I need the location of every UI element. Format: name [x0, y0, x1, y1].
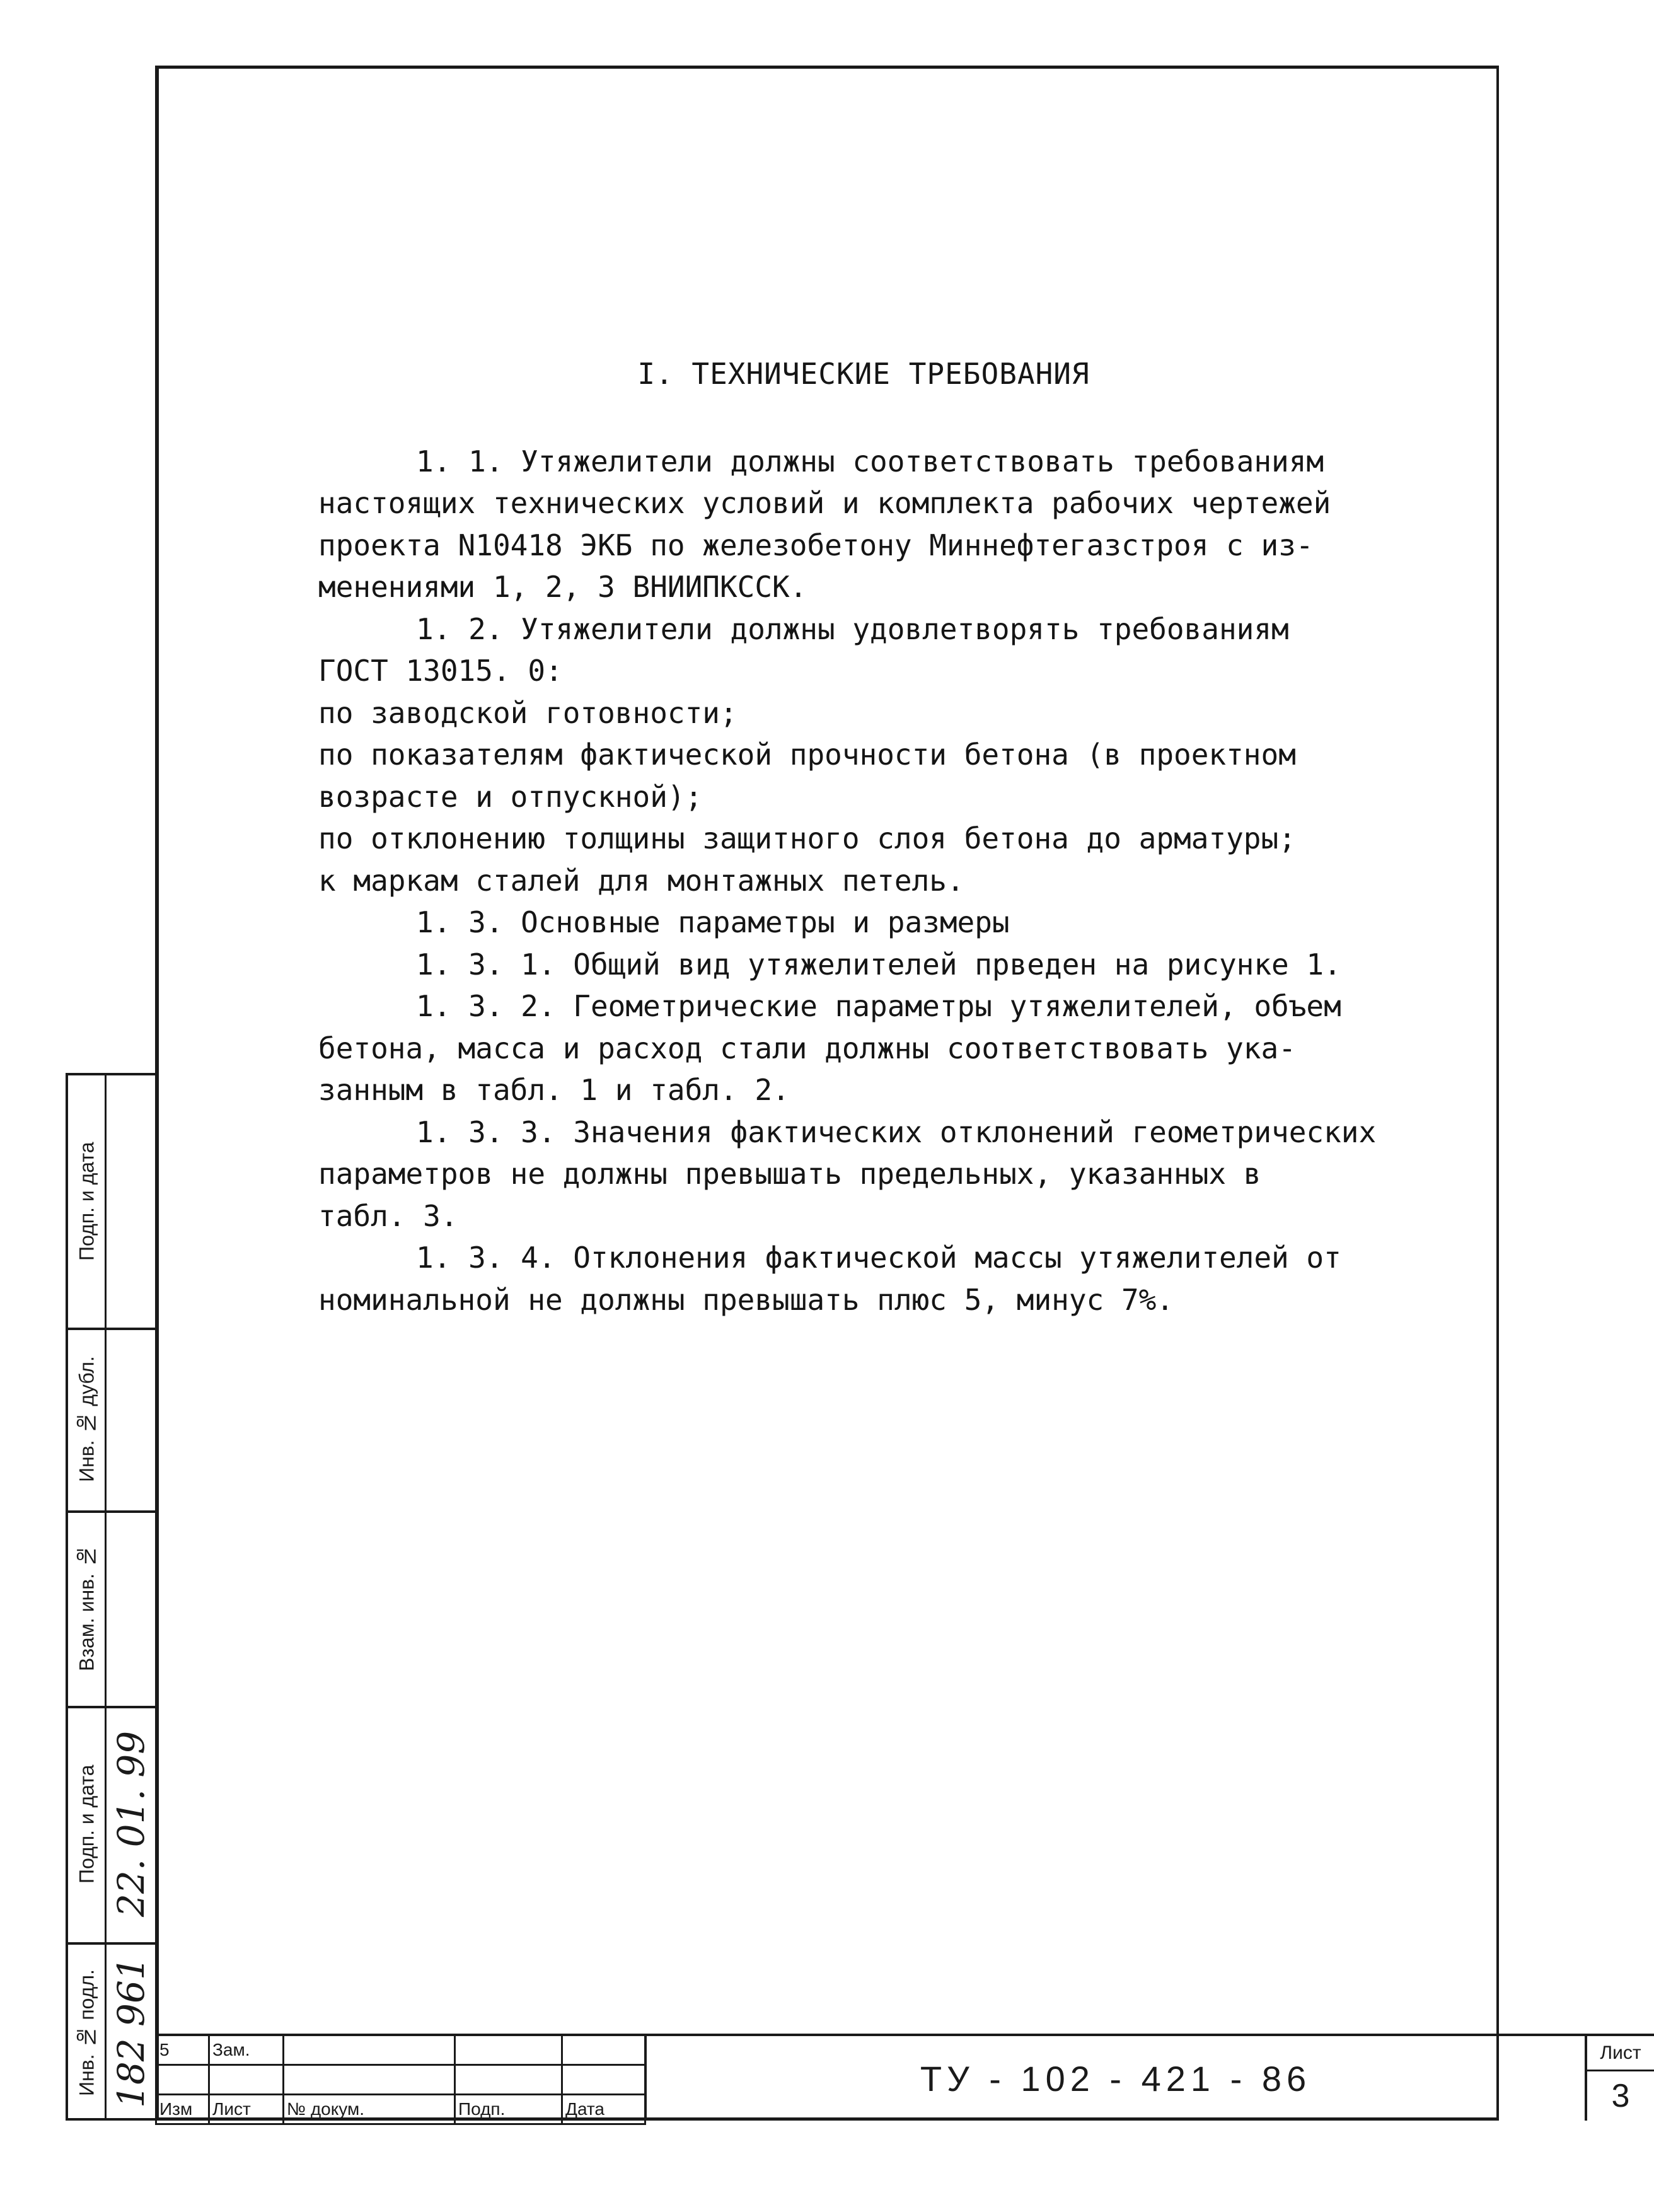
revision-table: [155, 2034, 646, 2125]
handwritten-date: 22. 01. 99: [110, 1730, 153, 1918]
list-item: по заводской готовности;: [318, 695, 737, 730]
blank-cell: [562, 2065, 645, 2095]
document-code: ТУ - 102 - 421 - 86: [644, 2034, 1585, 2121]
header-izm: Изм: [156, 2095, 209, 2124]
rev-podp-cell: [455, 2035, 562, 2065]
list-item: к маркам сталей для монтажных петель.: [318, 863, 964, 898]
text-line: 1. 2. Утяжелители должны удовлетворять требованиям: [416, 611, 1289, 646]
clause-1-3-1: [318, 944, 1390, 986]
blank-cell: [156, 2065, 209, 2095]
clause-1-1: [318, 441, 1390, 608]
blank-cell: [455, 2065, 562, 2095]
header-podp: Подп.: [455, 2095, 562, 2124]
text-line: номинальной не должны превышать плюс 5, минус 7%.: [318, 1282, 1174, 1317]
text-line: 1. 1. Утяжелители должны соответствовать требованиям: [416, 444, 1324, 478]
requirements-list: [318, 692, 1390, 902]
rev-list-cell: Зам.: [209, 2035, 284, 2065]
clause-1-3-3: [318, 1111, 1390, 1237]
rev-doc-cell: [284, 2035, 455, 2065]
document-body: [318, 353, 1390, 1321]
sheet-box: [1585, 2034, 1654, 2121]
text-line: 1. 3. Основные параметры и размеры: [416, 905, 1010, 939]
text-line: занным в табл. 1 и табл. 2.: [318, 1073, 790, 1107]
header-data: Дата: [562, 2095, 645, 2124]
stamp-label-vzam-inv: Взам. инв. №: [75, 1545, 98, 1671]
text-line: 1. 3. 1. Общий вид утяжелителей прведен на рисунке 1.: [416, 947, 1341, 982]
list-item: возрасте и отпускной);: [318, 779, 703, 814]
clause-1-3-4: [318, 1237, 1390, 1321]
text-line: настоящих технических условий и комплекта рабочих чертежей: [318, 486, 1331, 520]
stamp-label-podp-data-2: Подп. и дата: [75, 1142, 98, 1261]
blank-cell: [209, 2065, 284, 2095]
header-row: [156, 2095, 645, 2124]
text-line: бетона, масса и расход стали должны соответствовать ука-: [318, 1031, 1296, 1065]
stamp-label-podp-data: Подп. и дата: [75, 1764, 98, 1884]
text-line: 1. 3. 2. Геометрические параметры утяжелителей, объем: [416, 989, 1341, 1023]
clause-1-3-2: [318, 985, 1390, 1111]
text-line: менениями 1, 2, 3 ВНИИПКССК.: [318, 570, 807, 604]
handwritten-inv-number: 182 961: [110, 1957, 153, 2109]
rev-data-cell: [562, 2035, 645, 2065]
text-line: ГОСТ 13015. 0:: [318, 654, 563, 688]
sheet-number: 3: [1611, 2078, 1630, 2114]
section-title: I. ТЕХНИЧЕСКИЕ ТРЕБОВАНИЯ: [637, 357, 1090, 391]
text-line: 1. 3. 4. Отклонения фактической массы утяжелителей от: [416, 1241, 1341, 1275]
rev-izm-cell: 5: [156, 2035, 209, 2065]
stamp-label-inv-podl: Инв. № подл.: [75, 1969, 98, 2096]
text-line: табл. 3.: [318, 1198, 458, 1233]
list-item: по отклонению толщины защитного слоя бетона до арматуры;: [318, 821, 1296, 855]
header-list: Лист: [209, 2095, 284, 2124]
text-line: 1. 3. 3. Значения фактических отклонений геометрических: [416, 1115, 1377, 1149]
title-block: [155, 2034, 1641, 2121]
list-item: по показателям фактической прочности бетона (в проектном: [318, 738, 1296, 772]
revision-row: [156, 2035, 645, 2065]
blank-cell: [284, 2065, 455, 2095]
margin-stamp: [66, 1073, 155, 2121]
clause-1-2: [318, 608, 1390, 692]
text-line: параметров не должны превышать предельных, указанных в: [318, 1157, 1261, 1191]
text-line: проекта N10418 ЭКБ по железобетону Миннефтегазстроя с из-: [318, 528, 1314, 562]
stamp-label-inv-dubl: Инв. № дубл.: [75, 1356, 98, 1482]
blank-row: [156, 2065, 645, 2095]
sheet-label: Лист: [1587, 2036, 1654, 2071]
clause-1-3: [318, 901, 1390, 944]
header-doc: № докум.: [284, 2095, 455, 2124]
